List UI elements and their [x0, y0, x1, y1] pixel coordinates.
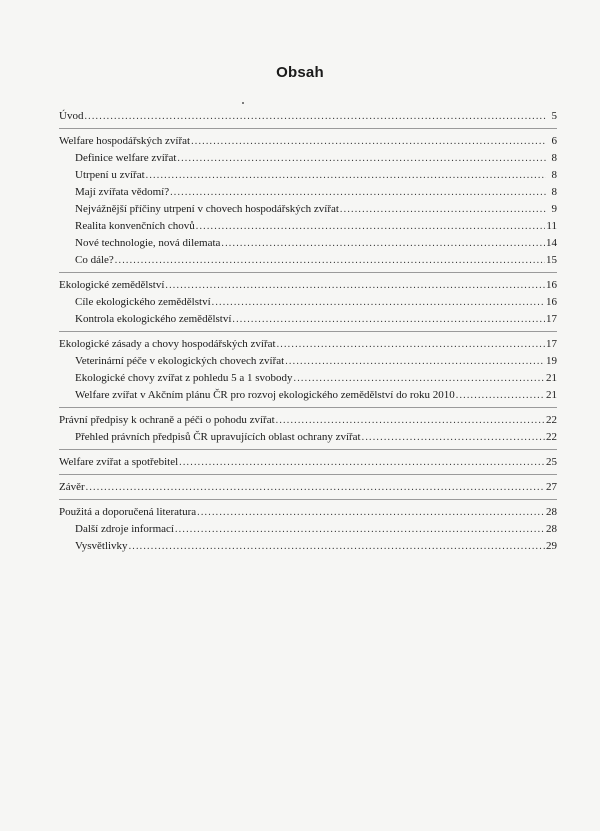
toc-section — [59, 107, 557, 129]
toc-entry-label: Cíle ekologického zemědělství — [75, 296, 211, 308]
dot-leader — [129, 538, 545, 555]
table-of-contents — [59, 107, 557, 561]
dot-leader — [294, 370, 545, 387]
toc-page-number: 21 — [546, 372, 557, 384]
toc-page-number: 29 — [546, 540, 557, 552]
toc-entry-label: Právní předpisy k ochraně a péči o pohodu zvířat — [59, 414, 275, 426]
toc-page-number: 17 — [546, 313, 557, 325]
toc-page-number: 22 — [546, 414, 557, 426]
dot-leader — [232, 311, 545, 328]
toc-page-number: 17 — [546, 338, 557, 350]
toc-page-number: 14 — [546, 237, 557, 249]
toc-page-number: 28 — [546, 523, 557, 535]
toc-entry-label: Nejvážnější příčiny utrpení v chovech hospodářských zvířat — [75, 203, 339, 215]
dot-leader — [197, 504, 545, 521]
toc-page-number: 6 — [551, 135, 557, 147]
toc-entry — [59, 504, 557, 521]
toc-entry-label: Ekologické zásady a chovy hospodářských zvířat — [59, 338, 276, 350]
dot-leader — [86, 479, 545, 496]
dot-leader — [115, 252, 545, 269]
toc-subentry — [59, 150, 557, 167]
dot-leader — [212, 294, 545, 311]
toc-entry-label: Co dále? — [75, 254, 114, 266]
dot-leader — [456, 387, 545, 404]
page-title: Obsah — [276, 64, 324, 81]
toc-page-number: 8 — [551, 169, 557, 181]
toc-page-number: 11 — [546, 220, 557, 232]
toc-subentry — [59, 353, 557, 370]
dot-leader — [340, 201, 546, 218]
dot-leader — [276, 412, 545, 429]
dot-leader — [196, 218, 546, 235]
toc-subentry — [59, 370, 557, 387]
toc-entry-label: Realita konvenčních chovů — [75, 220, 195, 232]
dot-leader — [170, 184, 546, 201]
toc-entry-label: Welfare hospodářských zvířat — [59, 135, 191, 147]
dot-leader — [165, 277, 545, 294]
toc-page-number: 21 — [546, 389, 557, 401]
toc-entry-label: Ekologické chovy zvířat z pohledu 5 a 1 svobody — [75, 372, 293, 384]
toc-section — [59, 411, 557, 450]
toc-entry-label: Welfare zvířat v Akčním plánu ČR pro rozvoj ekologického zemědělství do roku 2010 — [75, 389, 455, 401]
dot-leader — [221, 235, 545, 252]
toc-section — [59, 276, 557, 332]
dot-leader — [146, 167, 546, 184]
dot-leader — [84, 108, 546, 125]
toc-entry-label: Další zdroje informací — [75, 523, 174, 535]
toc-page-number: 8 — [551, 186, 557, 198]
toc-subentry — [59, 311, 557, 328]
toc-entry-label: Utrpení u zvířat — [75, 169, 145, 181]
dot-leader — [177, 150, 546, 167]
toc-entry-label: Úvod — [59, 110, 84, 122]
toc-entry-label: Použitá a doporučená literatura — [59, 506, 197, 518]
toc-entry-label: Mají zvířata vědomí? — [75, 186, 170, 198]
toc-subentry — [59, 387, 557, 404]
toc-subentry — [59, 538, 557, 555]
toc-page-number: 22 — [546, 431, 557, 443]
toc-entry-label: Kontrola ekologického zemědělství — [75, 313, 232, 325]
dot-leader — [179, 454, 545, 471]
toc-entry — [59, 454, 557, 471]
toc-entry — [59, 108, 557, 125]
dot-leader — [175, 521, 545, 538]
toc-page-number: 25 — [546, 456, 557, 468]
scan-speck — [242, 102, 244, 104]
toc-entry-label: Vysvětlivky — [75, 540, 128, 552]
toc-entry — [59, 336, 557, 353]
dot-leader — [191, 133, 546, 150]
toc-subentry — [59, 294, 557, 311]
toc-entry-label: Definice welfare zvířat — [75, 152, 177, 164]
toc-page-number: 8 — [551, 152, 557, 164]
toc-entry — [59, 412, 557, 429]
toc-page-number: 15 — [546, 254, 557, 266]
toc-subentry — [59, 218, 557, 235]
toc-entry-label: Welfare zvířat a spotřebitel — [59, 456, 179, 468]
toc-page-number: 9 — [551, 203, 557, 215]
toc-subentry — [59, 201, 557, 218]
toc-subentry — [59, 167, 557, 184]
toc-page-number: 5 — [551, 110, 557, 122]
toc-subentry — [59, 521, 557, 538]
toc-entry-label: Ekologické zemědělství — [59, 279, 165, 291]
toc-section — [59, 478, 557, 500]
toc-subentry — [59, 429, 557, 446]
toc-entry-label: Veterinární péče v ekologických chovech zvířat — [75, 355, 285, 367]
toc-page-number: 16 — [546, 296, 557, 308]
toc-page-number: 19 — [546, 355, 557, 367]
toc-subentry — [59, 235, 557, 252]
dot-leader — [277, 336, 545, 353]
toc-section — [59, 503, 557, 558]
toc-entry — [59, 277, 557, 294]
toc-entry-label: Přehled právních předpisů ČR upravujících oblast ochrany zvířat — [75, 431, 361, 443]
toc-page-number: 16 — [546, 279, 557, 291]
dot-leader — [285, 353, 545, 370]
toc-entry-label: Nové technologie, nová dilemata — [75, 237, 221, 249]
toc-entry-label: Závěr — [59, 481, 85, 493]
toc-section — [59, 335, 557, 408]
toc-subentry — [59, 252, 557, 269]
toc-section — [59, 453, 557, 475]
toc-page-number: 28 — [546, 506, 557, 518]
toc-entry — [59, 479, 557, 496]
dot-leader — [362, 429, 545, 446]
toc-subentry — [59, 184, 557, 201]
toc-section — [59, 132, 557, 273]
toc-entry — [59, 133, 557, 150]
toc-page-number: 27 — [546, 481, 557, 493]
